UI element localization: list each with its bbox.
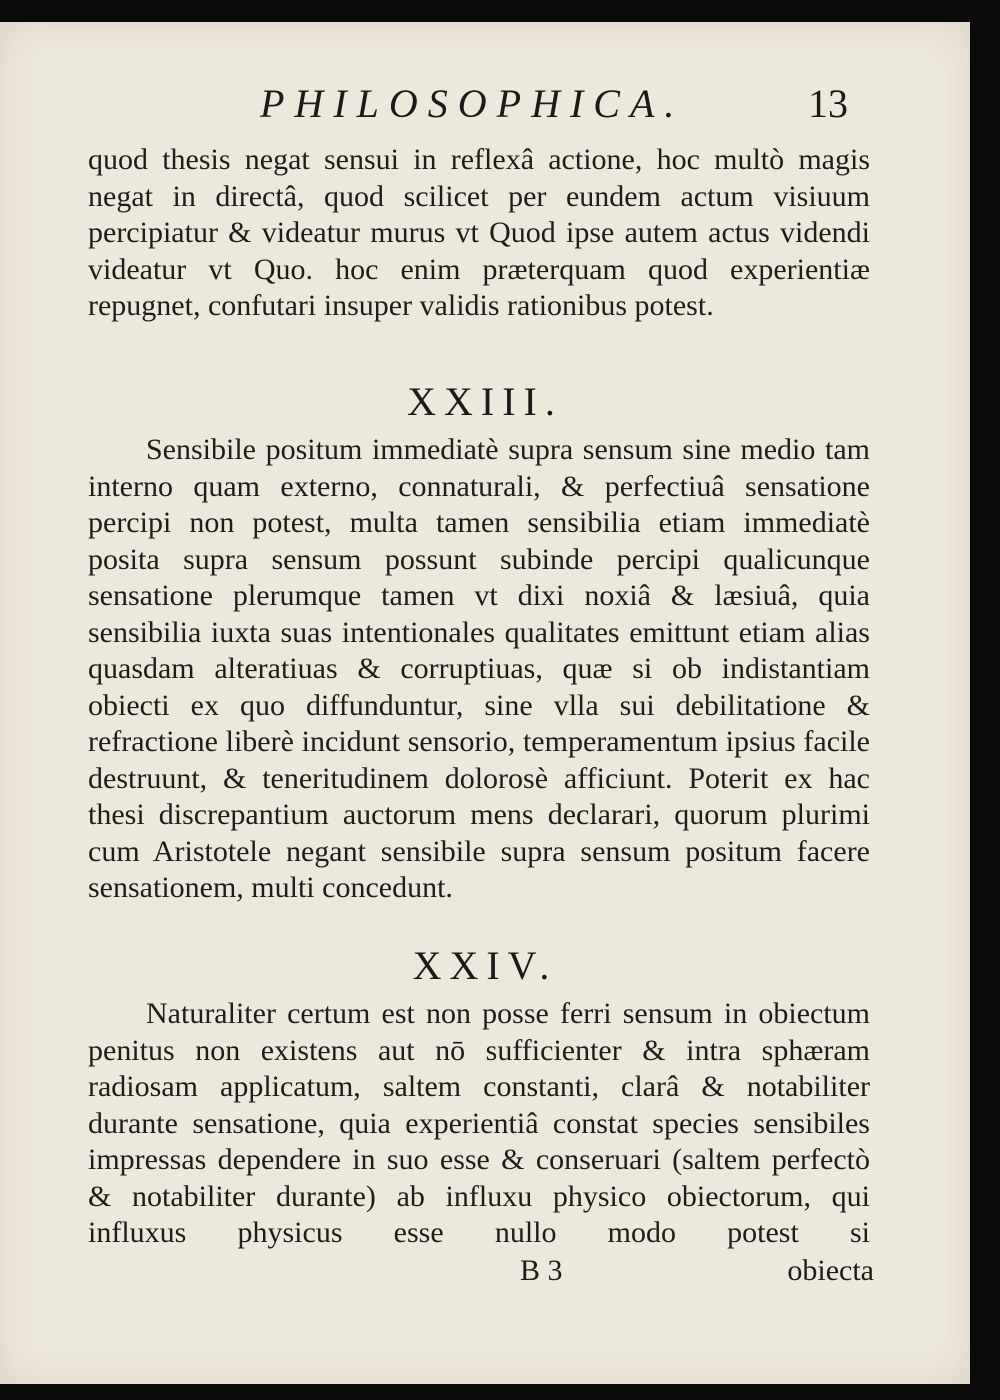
- page-number: 13: [808, 81, 848, 126]
- page-header: [260, 80, 848, 140]
- page-footer: [88, 1254, 874, 1294]
- running-title: PHILOSOPHICA.: [260, 81, 685, 126]
- signature-mark: B 3: [520, 1254, 563, 1287]
- book-page: [0, 22, 970, 1384]
- section-heading-24: XXIV.: [412, 943, 558, 988]
- section-text-23: Sensibile positum immediatè supra sensum sine medio tam interno quam externo, connaturali, & perfectiuâ sensatione percipi non potest, multa tamen sensibilia etiam immediatè posita supra sensum possunt subinde percipi qualicunque sensatione plerumque tamen vt dixi noxiâ & læsiuâ, quia sensibilia iuxta suas intentionales qualitates emittunt etiam alias quasdam alteratiuas & corruptiuas, quæ si ob indistantiam obiecti ex quo diffunduntur, sine vlla sui debilitatione & refractione liberè incidunt sensorio, temperamentum ipsius facile destruunt, & teneritudinem dolorosè afficiunt. Poterit ex hac thesi discrepantium auctorum mens declarari, quorum plurimi cum Aristotele negant sensibile supra sensum positum facere sensationem, multi concedunt.: [88, 433, 870, 904]
- section-text-24: Naturaliter certum est non posse ferri sensum in obiectum penitus non existens aut nō sufficienter & intra sphæram radiosam applicatum, saltem constanti, clarâ & notabiliter durante sensatione, quia experientiâ constat species sensibiles impressas dependere in suo esse & conseruari (saltem perfectò & notabiliter durante) ab influxu physico obiectorum, qui influxus physicus esse nullo modo potest si: [88, 997, 870, 1249]
- continued-paragraph: quod thesis negat sensui in reflexâ actione, hoc multò magis negat in directâ, quod scilicet per eundem actum visiuum percipiatur & videatur murus vt Quod ipse autem actus videndi videatur vt Quo. hoc enim præterquam quod experientiæ repugnet, confutari insuper validis rationibus potest.: [88, 143, 870, 322]
- catchword: obiecta: [787, 1254, 874, 1287]
- section-heading-23: XXIII.: [407, 379, 563, 424]
